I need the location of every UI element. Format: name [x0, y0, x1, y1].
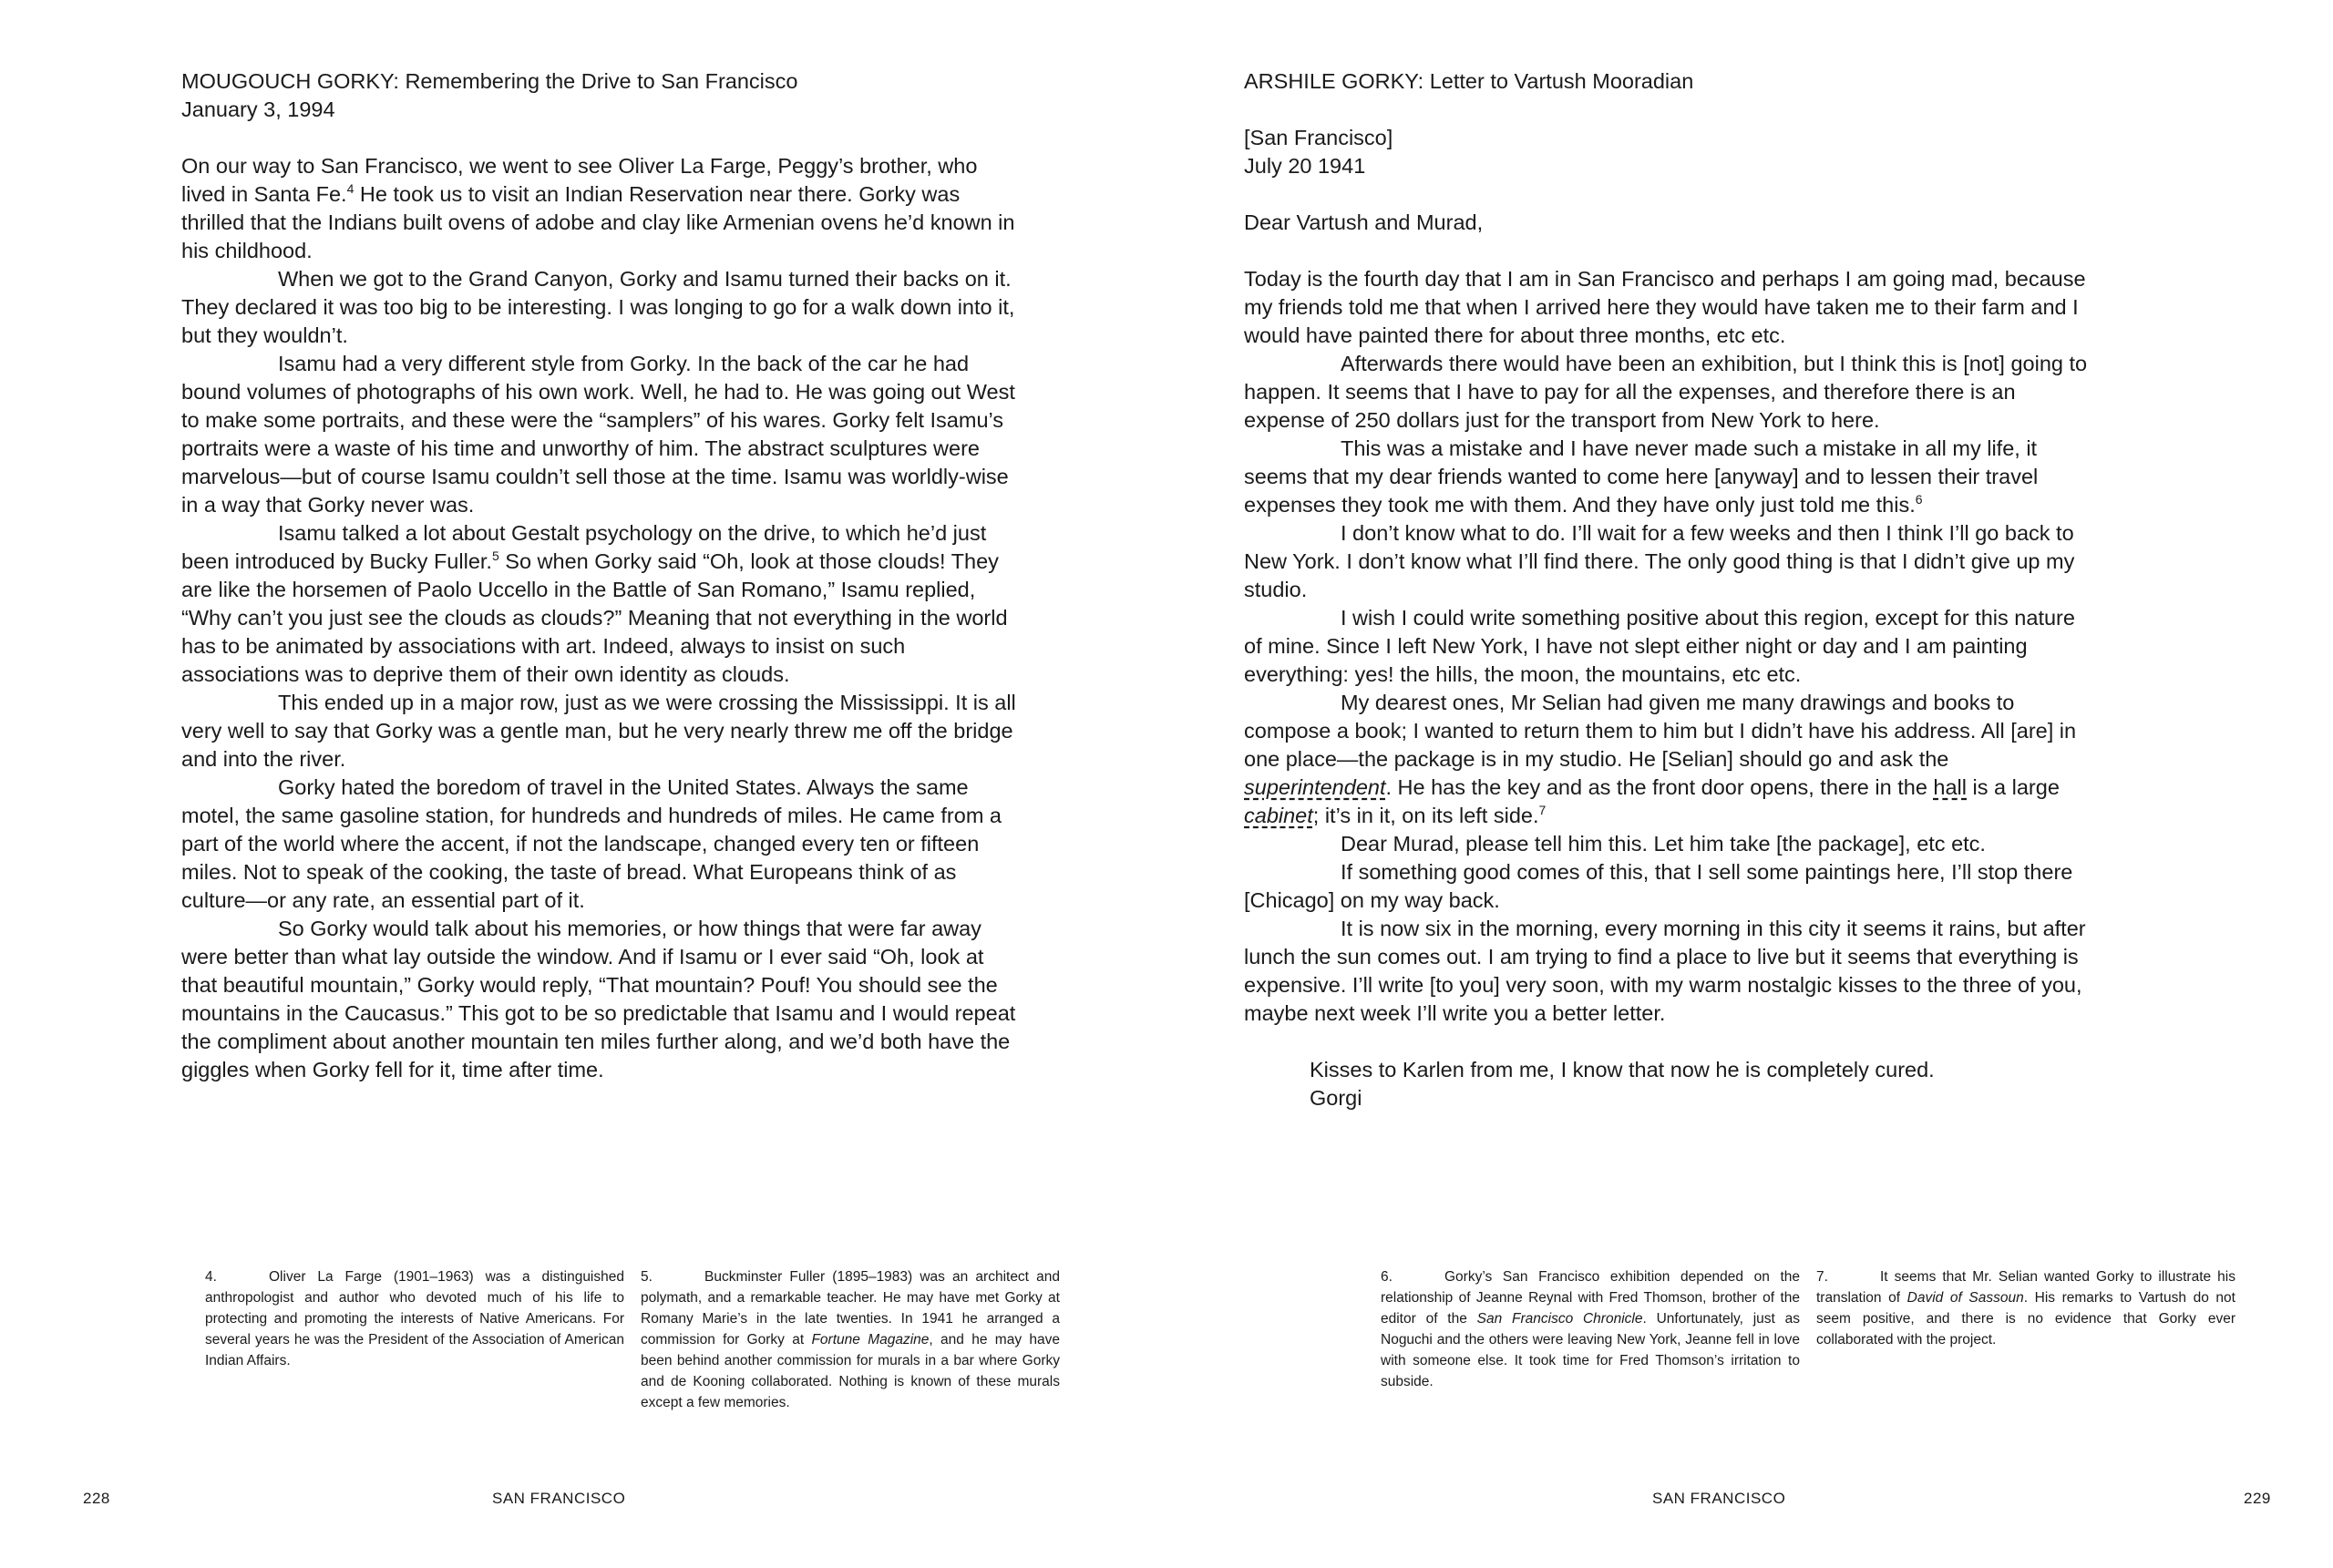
running-head-right: SAN FRANCISCO	[1652, 1490, 1786, 1507]
closing-line: Kisses to Karlen from me, I know that now he is completely cured.	[1310, 1058, 1935, 1081]
page-number-right: 229	[2244, 1490, 2271, 1507]
left-title: MOUGOUCH GORKY: Remembering the Drive to San Francisco	[181, 69, 798, 93]
left-heading	[181, 67, 1020, 124]
letter-paragraph-7: Dear Murad, please tell him this. Let him take [the package], etc etc.	[1341, 832, 1986, 856]
letter-paragraph-5: I wish I could write something positive about this region, except for this nature of mine. Since I left New York, I have not slept either night or day and I am painting everything: yes! the hills, the moon, the mountains, etc etc.	[1244, 606, 2075, 686]
right-title: ARSHILE GORKY: Letter to Vartush Mooradian	[1244, 69, 1694, 93]
footnote-5: 5. Buckminster Fuller (1895–1983) was an architect and polymath, and a remarkable teacher. He may have met Gorky at Romany Marie’s in the late twenties. In 1941 he arranged a commission for Gorky at Fortune Magazine, and he may have been behind another commission for murals in a bar where Gorky and de Kooning collaborated. Nothing is known of these murals except a few memories.	[641, 1269, 1061, 1410]
letter-place: [San Francisco]	[1244, 126, 1393, 149]
running-head-left: SAN FRANCISCO	[492, 1490, 626, 1507]
left-paragraph-5: This ended up in a major row, just as we were crossing the Mississippi. It is all very well to say that Gorky was a gentle man, but he very nearly threw me off the bridge and into the river.	[181, 691, 1016, 771]
left-page	[0, 0, 1166, 1568]
left-paragraph-1: On our way to San Francisco, we went to see Oliver La Farge, Peggy’s brother, who lived in Santa Fe.$^4$ He took us to visit an Indian Reservation near there. Gorky was thrilled that the Indians built ovens of adobe and clay like Armenian ovens he’d known in his childhood.	[181, 154, 1015, 262]
left-paragraph-3: Isamu had a very different style from Gorky. In the back of the car he had bound volumes of photographs of his own work. Well, he had to. He was going out West to make some portraits, and these were the “samplers” of his wares. Gorky felt Isamu’s portraits were a waste of his time and unworthy of him. The abstract sculptures were marvelous—but of course Isamu couldn’t sell those at the time. Isamu was worldly-wise in a way that Gorky never was.	[181, 352, 1015, 517]
right-page	[1166, 0, 2333, 1568]
letter-closing	[1244, 1056, 2091, 1112]
letter-paragraph-4: I don’t know what to do. I’ll wait for a few weeks and then I think I’ll go back to New York. I don’t know what I’ll find there. The only good thing is that I didn’t give up my studio.	[1244, 521, 2075, 601]
footnote-4: 4. Oliver La Farge (1901–1963) was a distinguished anthropologist and author who devoted much of his life to protecting and promoting the interests of Native Americans. For several years he was the President of the Association of American Indian Affairs.	[205, 1269, 624, 1368]
letter-salutation: Dear Vartush and Murad,	[1244, 210, 1484, 234]
letter-paragraph-2: Afterwards there would have been an exhibition, but I think this is [not] going to happen. It seems that I have to pay for all the expenses, and therefore there is an expense of 250 dollars just for the transport from New York to here.	[1244, 352, 2088, 432]
left-paragraph-2: When we got to the Grand Canyon, Gorky and Isamu turned their backs on it. They declared it was too big to be interesting. I was longing to go for a walk down into it, but they wouldn’t.	[181, 267, 1015, 347]
letter-paragraph-6: My dearest ones, Mr Selian had given me many drawings and books to compose a book; I wanted to return them to him but I didn’t have his address. All [are] in one place—the package is in my studio. He [Selian] should go and ask the superintendent. He has the key and as the front door opens, there in the hall is a large cabinet; it’s in it, on its left side.$^7$	[1244, 691, 2077, 827]
left-paragraph-4: Isamu talked a lot about Gestalt psychology on the drive, to which he’d just been introduced by Bucky Fuller.$^5$ So when Gorky said “Oh, look at those clouds! They are like the horsemen of Paolo Uccello in the Battle of San Romano,” Isamu replied, “Why can’t you just see the clouds as clouds?” Meaning that not everything in the world has to be animated by associations with art. Indeed, always to insist on such associations was to deprive them of their own identity as clouds.	[181, 521, 1008, 686]
footnote-ref-6[interactable]: 6	[1915, 492, 1923, 507]
footnote-6: 6. Gorky’s San Francisco exhibition depended on the relationship of Jeanne Reynal with Fred Thomson, brother of the editor of the San Francisco Chronicle. Unfortunately, just as Noguchi and the others were leaving New York, Jeanne fell in love with someone else. It took time for Fred Thomson’s irritation to subside.	[1381, 1269, 1800, 1389]
right-main-text	[1244, 67, 2091, 1112]
footnote-ref-5[interactable]: 5	[491, 548, 499, 563]
word-cabinet: cabinet	[1244, 804, 1313, 827]
left-date: January 3, 1994	[181, 97, 335, 121]
word-superintendent: superintendent	[1244, 775, 1386, 799]
left-paragraph-6: Gorky hated the boredom of travel in the United States. Always the same motel, the same gasoline station, for hundreds and hundreds of miles. He came from a part of the world where the accent, if not the landscape, changed every ten or fifteen miles. Not to speak of the cooking, the taste of bread. What Europeans think of as culture—or any rate, an essential part of it.	[181, 775, 1002, 912]
word-hall: hall	[1933, 775, 1968, 799]
signature: Gorgi	[1310, 1086, 1362, 1110]
letter-paragraph-1: Today is the fourth day that I am in San Francisco and perhaps I am going mad, because my friends told me that when I arrived here they would have taken me to their farm and I would have painted there for about three months, etc etc.	[1244, 267, 2086, 347]
footnote-7: 7. It seems that Mr. Selian wanted Gorky to illustrate his translation of David of Sassoun. His remarks to Vartush do not seem positive, and there is no evidence that Gorky ever collaborated with the project.	[1816, 1269, 2235, 1348]
footnote-ref-7[interactable]: 7	[1538, 803, 1547, 817]
footnote-ref-4[interactable]: 4	[346, 181, 355, 196]
letter-paragraph-3: This was a mistake and I have never made such a mistake in all my life, it seems that my dear friends wanted to come here [anyway] and to lessen their travel expenses they took me with them. And they have only just told me this.$^6$	[1244, 436, 2039, 517]
left-paragraph-7: So Gorky would talk about his memories, or how things that were far away were better than what lay outside the window. And if Isamu or I ever said “Oh, look at that beautiful mountain,” Gorky would reply, “That mountain? Pouf! You should see the mountains in the Caucasus.” This got to be so predictable that Isamu and I would repeat the compliment about another mountain ten miles further along, and we’d both have the giggles when Gorky fell for it, time after time.	[181, 917, 1016, 1081]
page-number-left: 228	[83, 1490, 110, 1507]
left-main-text	[181, 67, 1020, 1084]
letter-paragraph-9: It is now six in the morning, every morning in this city it seems it rains, but after lunch the sun comes out. I am trying to find a place to live but it seems that everything is expensive. I’ll write [to you] very soon, with my warm nostalgic kisses to the three of you, maybe next week I’ll write you a better letter.	[1244, 917, 2086, 1025]
right-heading	[1244, 67, 2091, 237]
letter-date: July 20 1941	[1244, 154, 1366, 178]
letter-paragraph-8: If something good comes of this, that I sell some paintings here, I’ll stop there [Chicago] on my way back.	[1244, 860, 2073, 912]
